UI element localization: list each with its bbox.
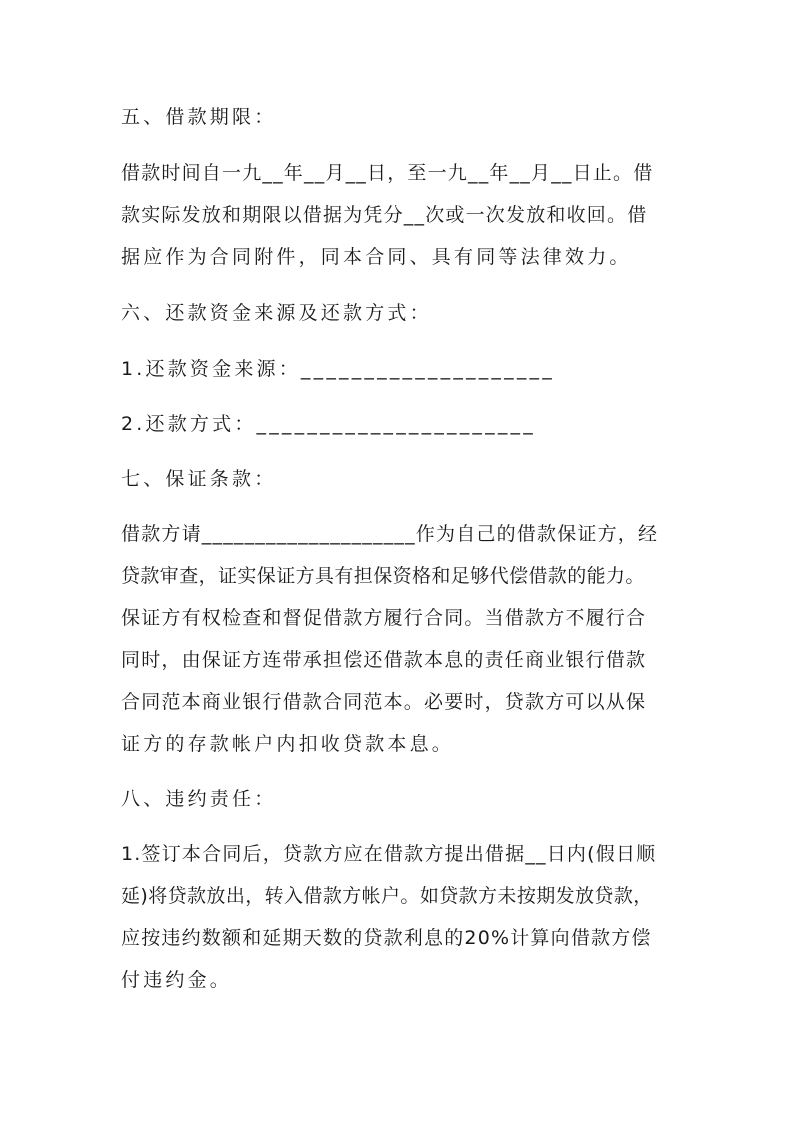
section-7-heading: 七、保证条款： <box>121 468 277 490</box>
section-8-heading: 八、违约责任： <box>121 788 277 810</box>
section-5-line-2: 款实际发放和期限以借据为凭分__次或一次发放和收回。借 <box>121 204 648 226</box>
section-7-line-1: 借款方请____________________作为自己的借款保证方，经 <box>121 523 659 545</box>
section-7-line-2: 贷款审查，证实保证方具有担保资格和足够代偿借款的能力。 <box>121 565 645 587</box>
section-8-line-1: 1.签订本合同后，贷款方应在借款方提出借据__日内(假日顺 <box>121 843 657 865</box>
section-6-line-2: 2.还款方式：______________________ <box>121 413 536 435</box>
section-7-line-3: 保证方有权检查和督促借款方履行合同。当借款方不履行合 <box>121 607 647 629</box>
section-8-line-2: 延)将贷款放出，转入借款方帐户。如贷款方未按期发放贷款， <box>121 885 653 907</box>
section-6-line-1: 1.还款资金来源：____________________ <box>121 358 555 380</box>
section-5-line-1: 借款时间自一九__年__月__日，至一九__年__月__日止。借 <box>121 162 654 184</box>
section-7-line-4: 同时，由保证方连带承担偿还借款本息的责任商业银行借款 <box>121 649 647 671</box>
section-7-line-5: 合同范本商业银行借款合同范本。必要时，贷款方可以从保 <box>121 691 647 713</box>
section-7-line-6: 证方的存款帐户内扣收贷款本息。 <box>121 733 455 755</box>
section-8-line-4: 付违约金。 <box>121 969 233 991</box>
section-5-heading: 五、借款期限： <box>121 106 277 128</box>
section-6-heading: 六、还款资金来源及还款方式： <box>121 302 432 324</box>
section-5-line-3: 据应作为合同附件，同本合同、具有同等法律效力。 <box>121 246 632 268</box>
section-8-line-3: 应按违约数额和延期天数的贷款利息的20%计算向借款方偿 <box>121 927 652 949</box>
